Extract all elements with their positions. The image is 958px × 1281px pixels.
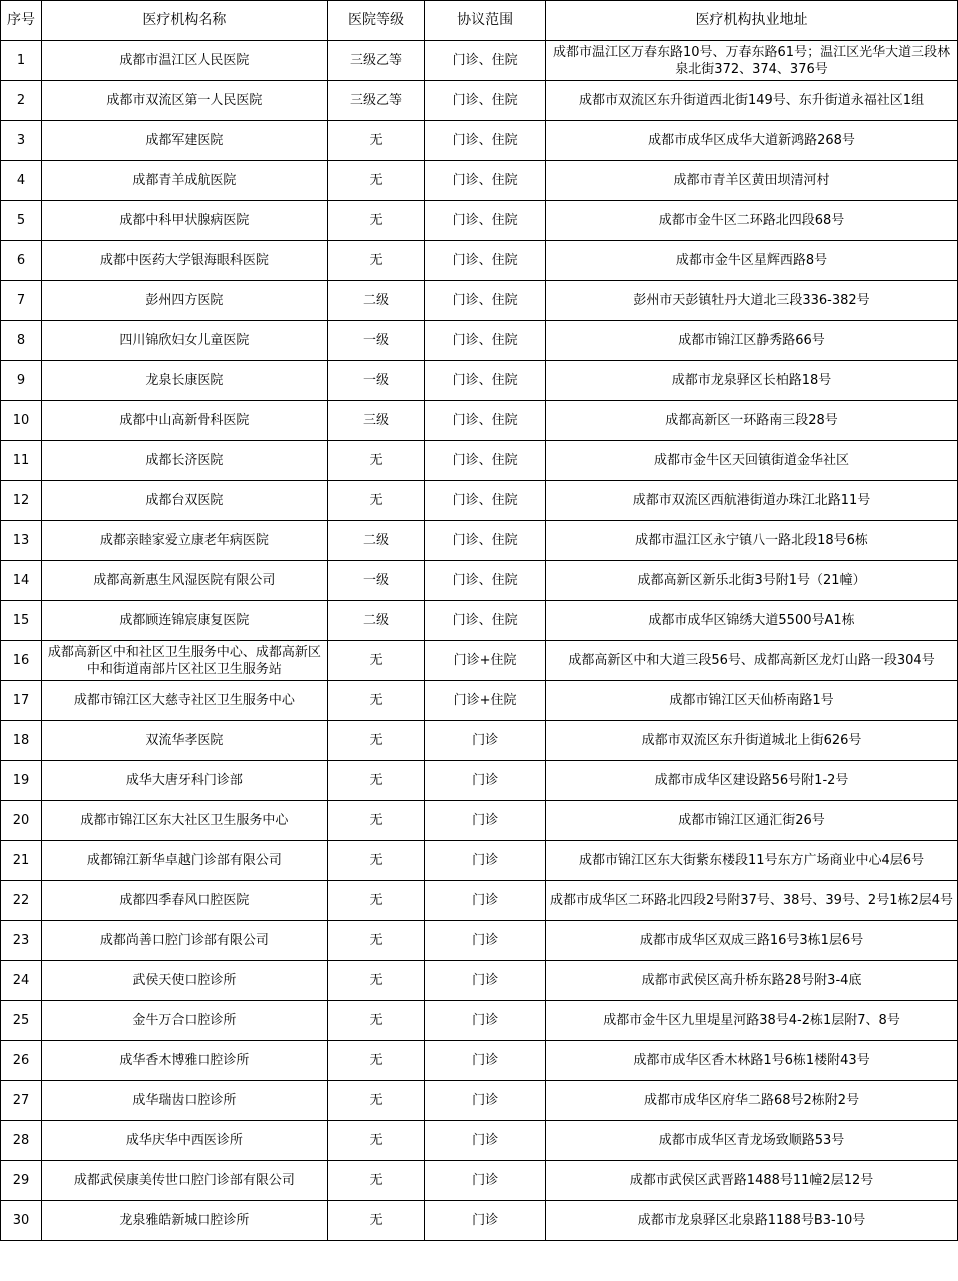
cell-serial-number: 14 <box>1 561 42 601</box>
cell-institution-name: 成华大唐牙科门诊部 <box>41 761 327 801</box>
table-row <box>1 721 958 761</box>
cell-address: 彭州市天彭镇牡丹大道北三段336-382号 <box>546 281 958 321</box>
table-row <box>1 441 958 481</box>
cell-hospital-level: 二级 <box>327 601 424 641</box>
table-row <box>1 801 958 841</box>
table-row <box>1 641 958 681</box>
cell-serial-number: 23 <box>1 921 42 961</box>
cell-institution-name: 成都市锦江区东大社区卫生服务中心 <box>41 801 327 841</box>
cell-address: 成都市双流区东升街道城北上街626号 <box>546 721 958 761</box>
cell-serial-number: 26 <box>1 1041 42 1081</box>
cell-institution-name: 成都中山高新骨科医院 <box>41 401 327 441</box>
cell-agreement-scope: 门诊、住院 <box>425 161 546 201</box>
cell-institution-name: 龙泉雅皓新城口腔诊所 <box>41 1201 327 1241</box>
table-row <box>1 881 958 921</box>
cell-agreement-scope: 门诊 <box>425 1001 546 1041</box>
cell-institution-name: 成都市双流区第一人民医院 <box>41 81 327 121</box>
cell-institution-name: 成都长济医院 <box>41 441 327 481</box>
cell-agreement-scope: 门诊、住院 <box>425 81 546 121</box>
cell-hospital-level: 无 <box>327 801 424 841</box>
cell-address: 成都市金牛区九里堤星河路38号4-2栋1层附7、8号 <box>546 1001 958 1041</box>
table-row <box>1 241 958 281</box>
cell-serial-number: 19 <box>1 761 42 801</box>
cell-hospital-level: 无 <box>327 441 424 481</box>
cell-hospital-level: 三级乙等 <box>327 81 424 121</box>
cell-agreement-scope: 门诊+住院 <box>425 681 546 721</box>
cell-hospital-level: 一级 <box>327 561 424 601</box>
table-row <box>1 1161 958 1201</box>
cell-institution-name: 成都市锦江区大慈寺社区卫生服务中心 <box>41 681 327 721</box>
table-row <box>1 41 958 81</box>
cell-agreement-scope: 门诊 <box>425 1201 546 1241</box>
cell-serial-number: 24 <box>1 961 42 1001</box>
cell-institution-name: 成都亲睦家爱立康老年病医院 <box>41 521 327 561</box>
table-row <box>1 481 958 521</box>
table-row <box>1 521 958 561</box>
cell-serial-number: 4 <box>1 161 42 201</box>
cell-hospital-level: 无 <box>327 881 424 921</box>
cell-agreement-scope: 门诊、住院 <box>425 41 546 81</box>
cell-institution-name: 金牛万合口腔诊所 <box>41 1001 327 1041</box>
cell-institution-name: 成都青羊成航医院 <box>41 161 327 201</box>
table-row <box>1 201 958 241</box>
cell-hospital-level: 无 <box>327 481 424 521</box>
cell-institution-name: 成华香木博雅口腔诊所 <box>41 1041 327 1081</box>
cell-serial-number: 18 <box>1 721 42 761</box>
cell-institution-name: 成都武侯康美传世口腔门诊部有限公司 <box>41 1161 327 1201</box>
cell-agreement-scope: 门诊、住院 <box>425 241 546 281</box>
cell-institution-name: 成都军建医院 <box>41 121 327 161</box>
cell-hospital-level: 无 <box>327 641 424 681</box>
cell-hospital-level: 无 <box>327 1121 424 1161</box>
cell-institution-name: 成华瑞齿口腔诊所 <box>41 1081 327 1121</box>
cell-serial-number: 9 <box>1 361 42 401</box>
cell-hospital-level: 三级 <box>327 401 424 441</box>
cell-agreement-scope: 门诊、住院 <box>425 121 546 161</box>
cell-serial-number: 2 <box>1 81 42 121</box>
table-row <box>1 681 958 721</box>
table-row <box>1 401 958 441</box>
header-row <box>1 1 958 41</box>
cell-serial-number: 22 <box>1 881 42 921</box>
cell-hospital-level: 无 <box>327 721 424 761</box>
cell-address: 成都高新区中和大道三段56号、成都高新区龙灯山路一段304号 <box>546 641 958 681</box>
cell-institution-name: 成都顾连锦宸康复医院 <box>41 601 327 641</box>
cell-agreement-scope: 门诊、住院 <box>425 601 546 641</box>
table-row <box>1 601 958 641</box>
table-body <box>1 41 958 1241</box>
cell-serial-number: 27 <box>1 1081 42 1121</box>
cell-agreement-scope: 门诊、住院 <box>425 361 546 401</box>
cell-hospital-level: 无 <box>327 1201 424 1241</box>
cell-address: 成都市锦江区东大街紫东楼段11号东方广场商业中心4层6号 <box>546 841 958 881</box>
cell-agreement-scope: 门诊 <box>425 1161 546 1201</box>
cell-institution-name: 武侯天使口腔诊所 <box>41 961 327 1001</box>
cell-serial-number: 10 <box>1 401 42 441</box>
cell-institution-name: 成都中医药大学银海眼科医院 <box>41 241 327 281</box>
cell-address: 成都市武侯区高升桥东路28号附3-4底 <box>546 961 958 1001</box>
cell-hospital-level: 无 <box>327 1041 424 1081</box>
cell-agreement-scope: 门诊 <box>425 841 546 881</box>
cell-serial-number: 1 <box>1 41 42 81</box>
cell-address: 成都高新区新乐北街3号附1号（21幢） <box>546 561 958 601</box>
cell-address: 成都市龙泉驿区长柏路18号 <box>546 361 958 401</box>
table-row <box>1 1081 958 1121</box>
cell-agreement-scope: 门诊、住院 <box>425 561 546 601</box>
cell-agreement-scope: 门诊、住院 <box>425 481 546 521</box>
cell-hospital-level: 无 <box>327 1001 424 1041</box>
cell-address: 成都市锦江区通汇街26号 <box>546 801 958 841</box>
cell-serial-number: 11 <box>1 441 42 481</box>
table-row <box>1 561 958 601</box>
cell-serial-number: 16 <box>1 641 42 681</box>
cell-agreement-scope: 门诊 <box>425 1121 546 1161</box>
table-row <box>1 761 958 801</box>
cell-hospital-level: 一级 <box>327 361 424 401</box>
cell-agreement-scope: 门诊 <box>425 801 546 841</box>
table-row <box>1 1201 958 1241</box>
cell-address: 成都市成华区建设路56号附1-2号 <box>546 761 958 801</box>
table-row <box>1 961 958 1001</box>
cell-hospital-level: 无 <box>327 161 424 201</box>
cell-hospital-level: 三级乙等 <box>327 41 424 81</box>
cell-address: 成都高新区一环路南三段28号 <box>546 401 958 441</box>
cell-address: 成都市成华区二环路北四段2号附37号、38号、39号、2号1栋2层4号 <box>546 881 958 921</box>
table-row <box>1 81 958 121</box>
cell-address: 成都市金牛区天回镇街道金华社区 <box>546 441 958 481</box>
cell-institution-name: 成都尚善口腔门诊部有限公司 <box>41 921 327 961</box>
header-address: 医疗机构执业地址 <box>546 1 958 41</box>
cell-serial-number: 28 <box>1 1121 42 1161</box>
cell-agreement-scope: 门诊 <box>425 1081 546 1121</box>
header-serial-number: 序号 <box>1 1 42 41</box>
cell-institution-name: 双流华孝医院 <box>41 721 327 761</box>
cell-agreement-scope: 门诊 <box>425 721 546 761</box>
cell-address: 成都市金牛区二环路北四段68号 <box>546 201 958 241</box>
cell-agreement-scope: 门诊、住院 <box>425 201 546 241</box>
cell-hospital-level: 无 <box>327 681 424 721</box>
cell-address: 成都市双流区西航港街道办珠江北路11号 <box>546 481 958 521</box>
cell-serial-number: 30 <box>1 1201 42 1241</box>
cell-serial-number: 5 <box>1 201 42 241</box>
cell-agreement-scope: 门诊+住院 <box>425 641 546 681</box>
cell-agreement-scope: 门诊、住院 <box>425 441 546 481</box>
cell-institution-name: 成华庆华中西医诊所 <box>41 1121 327 1161</box>
cell-serial-number: 12 <box>1 481 42 521</box>
header-institution-name: 医疗机构名称 <box>41 1 327 41</box>
cell-address: 成都市锦江区静秀路66号 <box>546 321 958 361</box>
cell-agreement-scope: 门诊、住院 <box>425 321 546 361</box>
cell-institution-name: 成都台双医院 <box>41 481 327 521</box>
cell-address: 成都市武侯区武晋路1488号11幢2层12号 <box>546 1161 958 1201</box>
table-row <box>1 121 958 161</box>
cell-address: 成都市温江区万春东路10号、万春东路61号；温江区光华大道三段林泉北街372、374、376号 <box>546 41 958 81</box>
cell-institution-name: 成都中科甲状腺病医院 <box>41 201 327 241</box>
cell-hospital-level: 二级 <box>327 521 424 561</box>
cell-address: 成都市成华区锦绣大道5500号A1栋 <box>546 601 958 641</box>
table-row <box>1 841 958 881</box>
cell-address: 成都市龙泉驿区北泉路1188号B3-10号 <box>546 1201 958 1241</box>
cell-agreement-scope: 门诊 <box>425 1041 546 1081</box>
cell-serial-number: 13 <box>1 521 42 561</box>
cell-address: 成都市青羊区黄田坝清河村 <box>546 161 958 201</box>
cell-serial-number: 21 <box>1 841 42 881</box>
cell-address: 成都市成华区成华大道新鸿路268号 <box>546 121 958 161</box>
cell-address: 成都市温江区永宁镇八一路北段18号6栋 <box>546 521 958 561</box>
cell-serial-number: 6 <box>1 241 42 281</box>
table-row <box>1 361 958 401</box>
cell-agreement-scope: 门诊 <box>425 881 546 921</box>
table-row <box>1 321 958 361</box>
cell-agreement-scope: 门诊、住院 <box>425 401 546 441</box>
cell-agreement-scope: 门诊、住院 <box>425 281 546 321</box>
cell-agreement-scope: 门诊 <box>425 761 546 801</box>
cell-serial-number: 29 <box>1 1161 42 1201</box>
cell-agreement-scope: 门诊、住院 <box>425 521 546 561</box>
cell-institution-name: 成都锦江新华卓越门诊部有限公司 <box>41 841 327 881</box>
cell-institution-name: 四川锦欣妇女儿童医院 <box>41 321 327 361</box>
cell-agreement-scope: 门诊 <box>425 921 546 961</box>
cell-hospital-level: 无 <box>327 1161 424 1201</box>
cell-serial-number: 25 <box>1 1001 42 1041</box>
cell-address: 成都市成华区青龙场致顺路53号 <box>546 1121 958 1161</box>
cell-hospital-level: 无 <box>327 241 424 281</box>
header-agreement-scope: 协议范围 <box>425 1 546 41</box>
cell-institution-name: 成都四季春风口腔医院 <box>41 881 327 921</box>
cell-institution-name: 龙泉长康医院 <box>41 361 327 401</box>
cell-hospital-level: 无 <box>327 201 424 241</box>
cell-hospital-level: 无 <box>327 961 424 1001</box>
table-row <box>1 1041 958 1081</box>
cell-serial-number: 17 <box>1 681 42 721</box>
cell-hospital-level: 一级 <box>327 321 424 361</box>
table-row <box>1 281 958 321</box>
cell-agreement-scope: 门诊 <box>425 961 546 1001</box>
table-row <box>1 161 958 201</box>
cell-institution-name: 彭州四方医院 <box>41 281 327 321</box>
cell-hospital-level: 无 <box>327 121 424 161</box>
cell-serial-number: 3 <box>1 121 42 161</box>
table-row <box>1 1001 958 1041</box>
cell-address: 成都市锦江区天仙桥南路1号 <box>546 681 958 721</box>
cell-hospital-level: 无 <box>327 761 424 801</box>
cell-address: 成都市成华区府华二路68号2栋附2号 <box>546 1081 958 1121</box>
table-row <box>1 921 958 961</box>
cell-serial-number: 8 <box>1 321 42 361</box>
cell-address: 成都市成华区双成三路16号3栋1层6号 <box>546 921 958 961</box>
cell-address: 成都市金牛区星辉西路8号 <box>546 241 958 281</box>
header-hospital-level: 医院等级 <box>327 1 424 41</box>
cell-institution-name: 成都高新惠生风湿医院有限公司 <box>41 561 327 601</box>
cell-hospital-level: 无 <box>327 921 424 961</box>
cell-hospital-level: 无 <box>327 1081 424 1121</box>
cell-hospital-level: 无 <box>327 841 424 881</box>
cell-hospital-level: 二级 <box>327 281 424 321</box>
cell-institution-name: 成都市温江区人民医院 <box>41 41 327 81</box>
cell-serial-number: 7 <box>1 281 42 321</box>
cell-address: 成都市成华区香木林路1号6栋1楼附43号 <box>546 1041 958 1081</box>
table-row <box>1 1121 958 1161</box>
cell-serial-number: 20 <box>1 801 42 841</box>
cell-serial-number: 15 <box>1 601 42 641</box>
cell-institution-name: 成都高新区中和社区卫生服务中心、成都高新区中和街道南部片区社区卫生服务站 <box>41 641 327 681</box>
cell-address: 成都市双流区东升街道西北街149号、东升街道永福社区1组 <box>546 81 958 121</box>
